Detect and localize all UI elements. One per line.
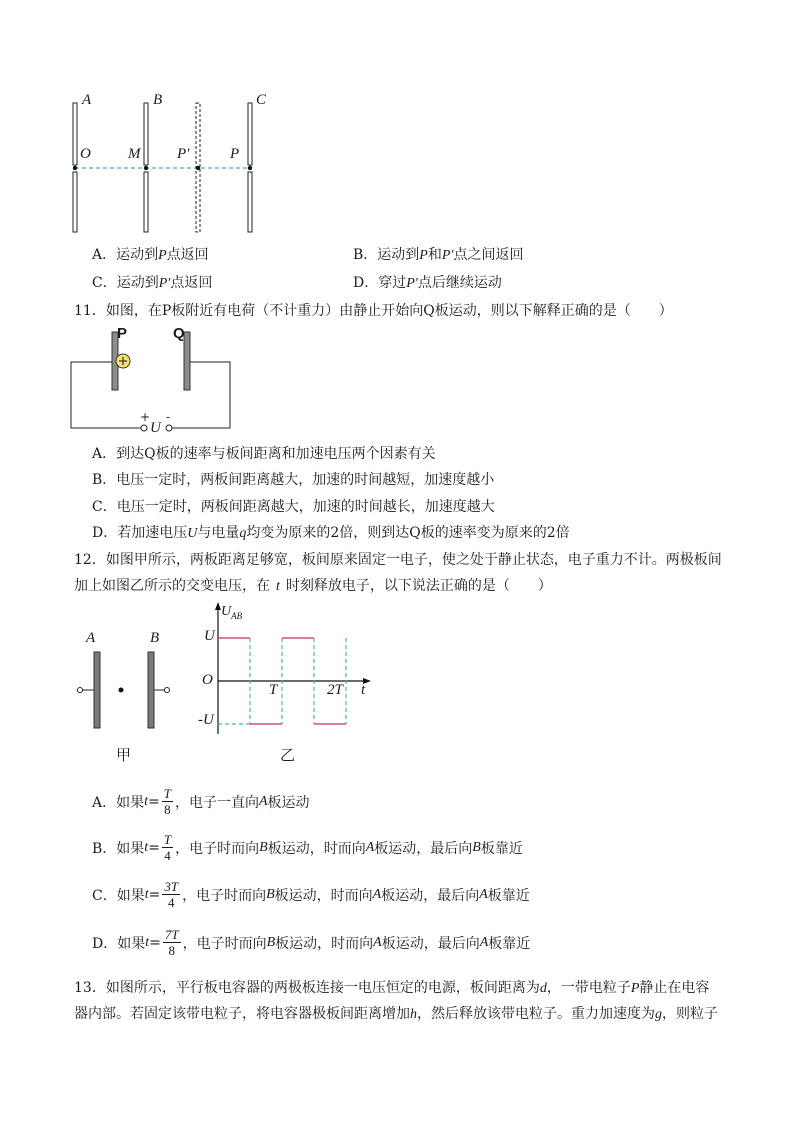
ylabel-main: U — [221, 604, 232, 619]
option-text: 板运动，时而向 — [267, 840, 366, 857]
option-var: B — [259, 839, 268, 855]
q11-stem: 11．如图，在P板附近有电荷（不计重力）由静止开始向Q板运动，则以下解释正确的是（ ） — [74, 303, 673, 319]
label-plate-p: P — [117, 325, 128, 342]
option-text: 如果 — [117, 935, 146, 952]
option-text: 板运动 — [267, 794, 310, 811]
option-var: B — [472, 839, 481, 855]
option-letter: A． — [92, 247, 117, 263]
figure-q11-circuit — [68, 322, 238, 434]
q10-option-b — [353, 244, 523, 264]
option-text: 若加速电压 — [117, 525, 188, 541]
stem-text: 加上如图乙所示的交变电压，在 — [74, 578, 270, 594]
q13-line2 — [74, 1003, 718, 1023]
stem-var: h — [410, 1007, 417, 1022]
option-var: U — [187, 526, 198, 541]
option-text: ，电子一直向 — [174, 794, 259, 811]
q12-option-a: A． 如果 t = $\frac{T}{8}$ ，电子一直向 A 板运动 — [92, 786, 310, 817]
tick-label-u: U — [204, 628, 215, 644]
option-letter: B． — [353, 247, 378, 263]
plate-c-lower — [248, 172, 252, 232]
option-var: P′ — [441, 248, 454, 263]
label-plus: + — [140, 410, 151, 424]
q11-option-b — [92, 469, 494, 489]
fraction-denominator: 8 — [168, 943, 175, 958]
wire-left — [71, 362, 141, 428]
label-point-p: P — [230, 146, 240, 162]
plate-a — [94, 652, 100, 728]
stem-text: 静止在电容 — [639, 980, 710, 996]
option-text: 板靠近 — [480, 840, 523, 857]
option-text: 电压一定时，两板间距离越大，加速的时间越短，加速度越小 — [116, 472, 495, 488]
option-text: 板靠近 — [487, 887, 530, 904]
terminal-a — [78, 688, 83, 693]
option-var: t — [144, 886, 149, 902]
option-letter: B． — [92, 472, 117, 488]
figure-q12-jia — [70, 648, 180, 734]
fraction-denominator: 8 — [164, 802, 171, 817]
option-var: A — [372, 886, 382, 902]
fraction — [162, 879, 180, 910]
fraction — [162, 786, 173, 817]
option-text: 运动到 — [377, 247, 420, 263]
terminal-b — [165, 688, 170, 693]
option-var: A — [479, 886, 488, 902]
option-var: P′ — [406, 276, 418, 291]
option-var: A — [258, 793, 268, 809]
terminal-negative — [166, 425, 172, 431]
tick-label-2t: 2T — [327, 682, 343, 698]
q11-option-d — [92, 522, 570, 542]
option-text: 运动到 — [116, 275, 159, 291]
q12-option-b: B． 如果 t = $\frac{T}{4}$ ，电子时而向 B 板运动，时而向 A 板运动，最后向 B 板靠近 — [92, 832, 523, 863]
stem-text: ，则粒子 — [662, 1006, 718, 1022]
plate-b-upper — [144, 103, 148, 165]
option-letter: C． — [92, 275, 117, 291]
label-plate-a: A — [86, 630, 96, 646]
option-text: 板运动，最后向 — [374, 840, 473, 857]
option-text: 到达Q板的速率与板间距离和加速电压两个因素有关 — [116, 446, 436, 462]
option-var: t — [144, 793, 149, 809]
option-text: ，电子时而向 — [182, 887, 267, 904]
option-text: ，电子时而向 — [182, 935, 267, 952]
q10-option-d — [353, 272, 502, 292]
option-letter: D． — [92, 935, 118, 952]
stem-text: ，然后释放该带电粒子。重力加速度为 — [417, 1006, 655, 1022]
q12-option-d: D． 如果 t = $\frac{7T}{8}$ ，电子时而向 B 板运动，时而向 A 板运动，最后向 A 板靠近 — [92, 927, 531, 958]
stem-text: 13．如图所示，平行板电容器的两极板连接一电压恒定的电源，板间距离为 — [74, 980, 540, 996]
fraction — [162, 832, 173, 863]
option-text: 如果 — [116, 794, 145, 811]
option-text: 穿过 — [378, 275, 407, 291]
fraction-numerator: 3T — [164, 879, 179, 894]
option-text: 点之间返回 — [453, 247, 524, 263]
label-minus: - — [166, 410, 171, 424]
option-text: 板运动，最后向 — [381, 887, 480, 904]
caption-yi: 乙 — [280, 746, 296, 764]
option-text: 板运动，最后向 — [381, 935, 480, 952]
label-point-p-prime: P′ — [177, 146, 190, 162]
q12-option-c: C． 如果 t = $\frac{3T}{4}$ ，电子时而向 B 板运动，时而向 A 板运动，最后向 A 板靠近 — [92, 879, 530, 910]
figure-q10-plates — [60, 88, 290, 238]
stem-text: 时刻释放电子，以下说法正确的是（ ） — [285, 578, 552, 594]
stem-var: g — [655, 1007, 662, 1022]
option-text: 板运动，时而向 — [274, 887, 373, 904]
label-plate-b: B — [153, 92, 163, 108]
option-var: t — [144, 839, 149, 855]
option-letter: B． — [92, 840, 117, 857]
option-var: q — [239, 526, 247, 541]
label-plate-a: A — [82, 92, 92, 108]
point-p — [248, 166, 252, 170]
label-point-o: O — [80, 146, 91, 162]
plate-c-upper — [248, 103, 252, 165]
plate-a-lower — [73, 172, 77, 232]
option-var: P′ — [158, 276, 171, 291]
label-plate-q: Q — [173, 325, 185, 342]
option-text: 如果 — [116, 840, 145, 857]
option-text: ，电子时而向 — [175, 840, 260, 857]
option-text: 与电量 — [197, 525, 240, 541]
stem-text: ，一带电粒子 — [546, 980, 631, 996]
fraction — [163, 927, 181, 958]
origin-label: O — [202, 672, 213, 688]
q11-option-c — [92, 496, 495, 516]
stem-var: P — [630, 981, 640, 996]
option-text: 板运动，时而向 — [275, 935, 374, 952]
stem-var: t — [276, 579, 280, 594]
x-axis-label: t — [361, 682, 366, 698]
y-axis-label — [221, 604, 242, 621]
plate-b-lower — [144, 172, 148, 232]
option-letter: D． — [353, 275, 379, 291]
option-letter: D． — [92, 525, 118, 541]
fraction-numerator: 7T — [164, 927, 179, 942]
option-letter: A． — [92, 446, 117, 462]
option-var: B — [266, 934, 276, 950]
point-p-prime — [196, 166, 200, 170]
option-letter: C． — [92, 887, 117, 904]
option-text: 均变为原来的2倍，则到达Q板的速率变为原来的2倍 — [246, 525, 570, 541]
fraction-numerator: T — [163, 786, 171, 801]
point-m — [144, 166, 148, 170]
plate-b — [148, 652, 154, 728]
q13-line1 — [74, 977, 709, 997]
option-text: 如果 — [116, 887, 145, 904]
wire-right — [172, 362, 230, 428]
point-o — [73, 166, 77, 170]
q11-option-a — [92, 443, 436, 463]
option-var: A — [373, 934, 382, 950]
option-var: B — [266, 886, 275, 902]
tick-label-t: T — [269, 682, 278, 698]
plate-a-upper — [73, 103, 77, 165]
option-text: 和 — [427, 247, 442, 263]
label-point-m: M — [128, 146, 141, 162]
option-var: P — [419, 248, 428, 263]
fraction-denominator: 4 — [164, 848, 171, 863]
option-text: 点返回 — [170, 275, 213, 291]
electron-dot — [119, 688, 124, 693]
option-text: 运动到 — [116, 247, 159, 263]
q12-stem-line2 — [74, 575, 552, 595]
caption-jia: 甲 — [116, 746, 132, 764]
option-var: A — [479, 934, 489, 950]
tick-label-neg-u: -U — [198, 712, 214, 728]
option-letter: C． — [92, 499, 117, 515]
fraction-denominator: 4 — [167, 895, 175, 910]
figure-q12-yi-waveform — [195, 600, 375, 740]
option-text: 点后继续运动 — [417, 275, 502, 291]
option-var: t — [145, 934, 150, 950]
option-var: A — [365, 839, 375, 855]
stem-text: 器内部。若固定该带电粒子，将电容器极板间距离增加 — [74, 1006, 410, 1022]
q10-option-c — [92, 272, 212, 292]
fraction-numerator: T — [163, 832, 172, 847]
q10-option-a — [92, 244, 209, 264]
label-plate-c: C — [256, 92, 267, 108]
ylabel-sub: AB — [231, 610, 243, 621]
terminal-positive — [141, 425, 147, 431]
option-letter: A． — [92, 794, 117, 811]
stem-var: d — [539, 981, 547, 996]
label-plate-b: B — [150, 630, 160, 646]
option-text: 板靠近 — [488, 935, 531, 952]
option-text: 点返回 — [166, 247, 209, 263]
option-text: 电压一定时，两板间距离越大，加速的时间越长，加速度越大 — [116, 499, 495, 515]
label-voltage-u: U — [150, 420, 161, 436]
q12-stem-line1: 12．如图甲所示，两板距离足够宽，板间原来固定一电子，使之处于静止状态，电子重力不计。两极板间 — [74, 552, 722, 568]
option-var: P — [158, 248, 167, 263]
